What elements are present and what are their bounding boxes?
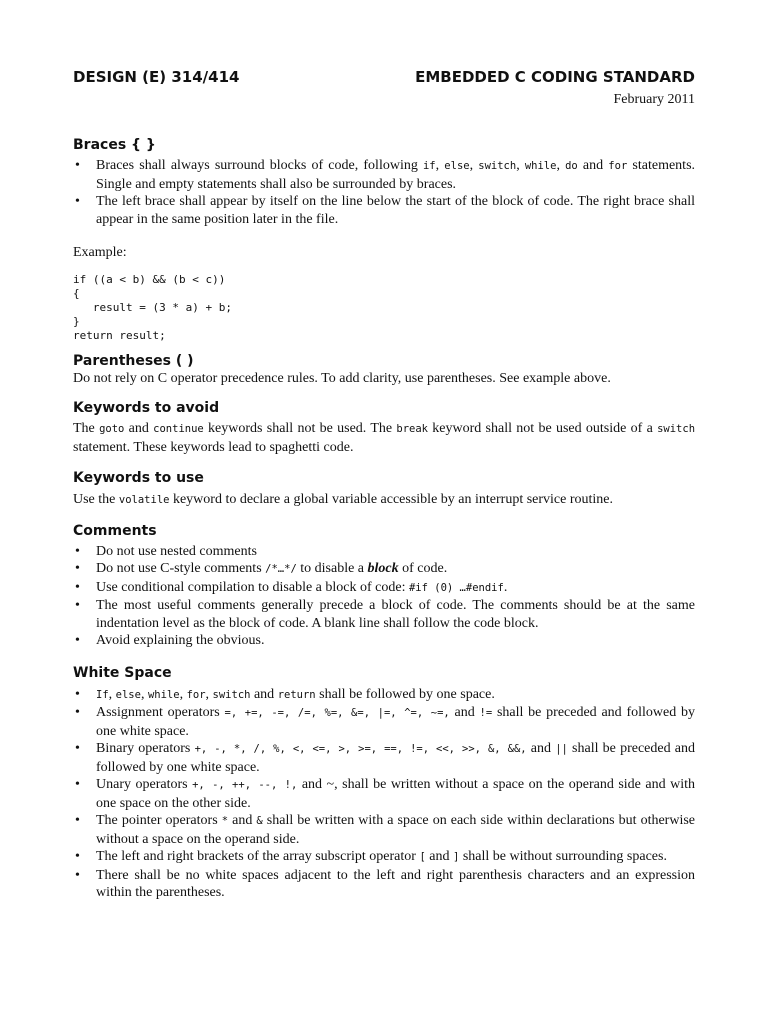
section-text: Do not rely on C operator precedence rules. To add clarity, use parentheses. See example above. bbox=[73, 370, 611, 386]
section-heading: Comments bbox=[73, 522, 157, 539]
section-keywords-use bbox=[73, 469, 695, 510]
code-line: return result; bbox=[73, 328, 166, 342]
bullet-list bbox=[73, 543, 695, 650]
list-item: • Do not use C-style comments /*…*/ to disable a block of code. bbox=[73, 560, 695, 579]
list-item: • Use conditional compilation to disable a block of code: #if (0) …#endif. bbox=[73, 579, 695, 598]
list-item: • Do not use nested comments bbox=[73, 543, 695, 561]
section-text: Use the volatile keyword to declare a global variable accessible by an interrupt service routine. bbox=[73, 492, 614, 507]
list-item: • Binary operators +, -, *, /, %, <, <=, >, >=, ==, !=, <<, >>, &, &&, and || shall be preceded and followed by one white space. bbox=[73, 740, 695, 776]
list-item: • The left brace shall appear by itself on the line below the start of the block of code. The right brace shall appear in the same position later in the file. bbox=[73, 193, 695, 228]
code-line: { bbox=[73, 286, 80, 300]
code-example bbox=[73, 273, 695, 343]
course-code: DESIGN (E) 314/414 bbox=[73, 68, 240, 86]
section-comments bbox=[73, 522, 695, 650]
document-header bbox=[73, 68, 695, 90]
section-keywords-avoid bbox=[73, 399, 695, 456]
list-item: • The pointer operators * and & shall be written with a space on each side within declarations but otherwise without a space on the operand side. bbox=[73, 812, 695, 848]
code-line: result = (3 * a) + b; bbox=[73, 300, 232, 314]
list-item: • If, else, while, for, switch and return shall be followed by one space. bbox=[73, 686, 695, 705]
document-title: EMBEDDED C CODING STANDARD bbox=[415, 68, 695, 86]
document-body bbox=[73, 136, 695, 902]
section-heading: White Space bbox=[73, 664, 172, 681]
code-line: } bbox=[73, 314, 80, 328]
list-item: • Unary operators +, -, ++, --, !, and ~, shall be written without a space on the operand side and with one space on the other side. bbox=[73, 776, 695, 812]
example-label: Example: bbox=[73, 245, 127, 260]
code-line: if ((a < b) && (b < c)) bbox=[73, 272, 226, 286]
document-date: February 2011 bbox=[613, 92, 695, 107]
list-item: • Avoid explaining the obvious. bbox=[73, 632, 695, 650]
section-braces bbox=[73, 136, 695, 343]
section-text: The goto and continue keywords shall not be used. The break keyword shall not be used outside of a switch statement. These keywords lead to spaghetti code. bbox=[73, 421, 696, 455]
list-item: • Assignment operators =, +=, -=, /=, %=, &=, |=, ^=, ~=, and != shall be preceded and followed by one white space. bbox=[73, 704, 695, 740]
section-heading: Keywords to use bbox=[73, 470, 204, 486]
list-item: • The left and right brackets of the array subscript operator [ and ] shall be without surrounding spaces. bbox=[73, 848, 695, 867]
bullet-list bbox=[73, 157, 695, 228]
list-item: • Braces shall always surround blocks of code, following if, else, switch, while, do and for statements. Single and empty statements shall also be surrounded by braces. bbox=[73, 157, 695, 193]
section-parentheses bbox=[73, 352, 695, 388]
list-item: • The most useful comments generally precede a block of code. The comments should be at the same indentation level as the block of code. A blank line shall follow the code block. bbox=[73, 597, 695, 632]
section-heading: Braces { } bbox=[73, 137, 156, 153]
section-heading: Keywords to avoid bbox=[73, 400, 220, 416]
bullet-list bbox=[73, 686, 695, 902]
section-heading: Parentheses ( ) bbox=[73, 352, 194, 369]
list-item: • There shall be no white spaces adjacent to the left and right parenthesis characters and an expression within the parentheses. bbox=[73, 867, 695, 902]
section-white-space bbox=[73, 664, 695, 902]
